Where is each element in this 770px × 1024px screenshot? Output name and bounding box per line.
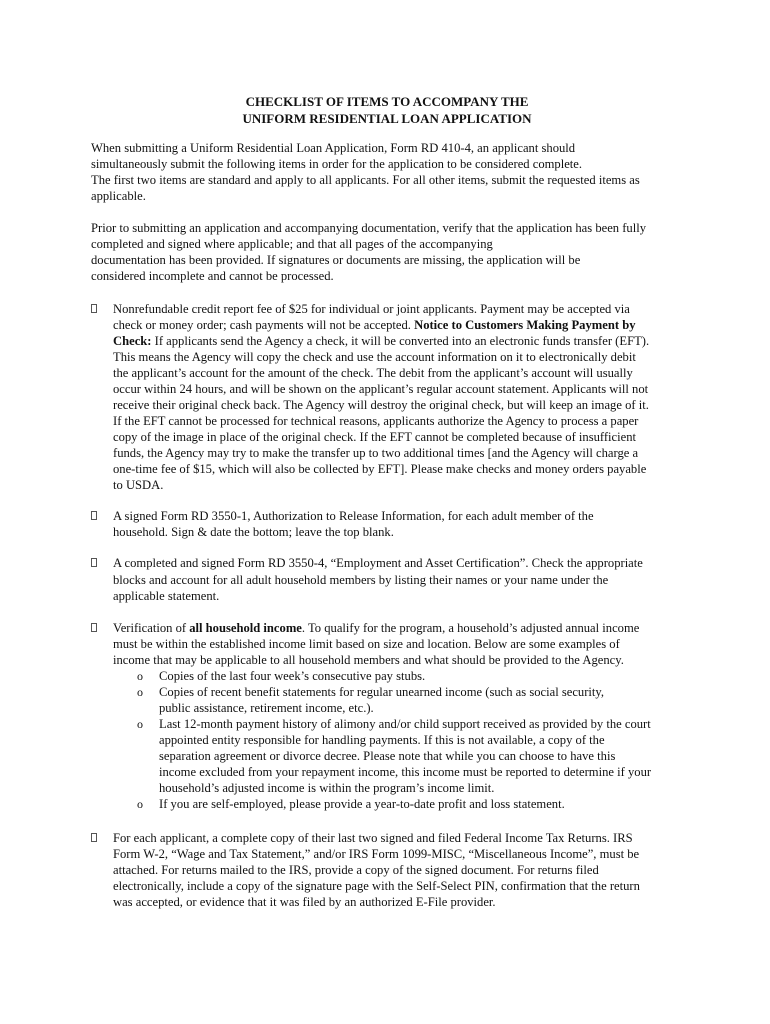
checklist-item-credit-fee: Nonrefundable credit report fee of $25 for individual or joint applicants. Payment may be accepted via check or money order; cash payments will not be accepted. Notice to Customers Making Payment by Check: If applicants send the Agency a check, it will be converted into an electronic funds transfer (EFT). This means the Agency will copy the check and use the account information on it to electronically debit the applicant’s account for the amount of the check. The debit from the applicant’s account will usually occur within 24 hours, and will be shown on the applicant’s regular account statement. Applicants will not receive their original check back. The Agency will destroy the original check, but will keep an image of it. If the EFT cannot be processed for technical reasons, applicants authorize the Agency to process a paper copy of the image in place of the original check. If the EFT cannot be completed because of insufficient funds, the Agency may try to make the transfer up to two additional times [and the Agency will charge a one-time fee of $15, which will also be collected by EFT]. Please make checks and money orders payable to USDA. <box>91 301 683 493</box>
circle-bullet-icon: o <box>137 717 143 731</box>
list-item: o Copies of the last four week’s consecutive pay stubs. <box>137 669 426 683</box>
verification-paragraph: Prior to submitting an application and accompanying documentation, verify that the application has been fully completed and signed where applicable; and that all pages of the accompanying documentation has been provided. If signatures or documents are missing, the application will be considered incomplete and cannot be processed. <box>91 221 647 283</box>
circle-bullet-icon: o <box>137 669 143 683</box>
checklist-item-tax-returns: For each applicant, a complete copy of their last two signed and filed Federal Income Tax Returns. IRS Form W-2, “Wage and Tax Statement,” and/or IRS Form 1099-MISC, “Miscellaneous Income”, must be attached. For returns mailed to the IRS, provide a copy of the signed document. For returns filed electronically, include a copy of the signature page with the Self-Select PIN, confirmation that the return was accepted, or evidence that it was filed by an authorized E-File provider. <box>91 830 683 910</box>
list-item: o Copies of recent benefit statements for regular unearned income (such as social security, public assistance, retirement income, etc.). <box>137 685 605 715</box>
checkbox-icon[interactable] <box>91 833 97 842</box>
document-page <box>91 93 683 925</box>
title-line-2: UNIFORM RESIDENTIAL LOAN APPLICATION <box>242 111 532 126</box>
list-item: o Last 12-month payment history of alimony and/or child support received as provided by the court appointed entity responsible for handling payments. If this is not available, a copy of the separation agreement or divorce decree. Please note that while you can choose to have this income excluded from your repayment income, this income must be reported to determine if your household’s adjusted income is within the program’s income limit. <box>137 717 652 795</box>
page-title <box>91 93 683 127</box>
checkbox-icon[interactable] <box>91 304 97 313</box>
checkbox-icon[interactable] <box>91 511 97 520</box>
checklist-item-release-form: A signed Form RD 3550-1, Authorization to Release Information, for each adult member of the household. Sign & date the bottom; leave the top blank. <box>91 508 683 540</box>
title-line-1: CHECKLIST OF ITEMS TO ACCOMPANY THE <box>245 94 529 109</box>
income-examples-list <box>113 668 683 812</box>
intro-paragraph: When submitting a Uniform Residential Loan Application, Form RD 410-4, an applicant should simultaneously submit the following items in order for the application to be considered complete. The first two items are standard and apply to all applicants. For all other items, submit the requested items as applicable. <box>91 141 640 203</box>
notice-heading: Notice to Customers Making Payment by <box>414 318 636 332</box>
checkbox-icon[interactable] <box>91 623 97 632</box>
check-label: Check: <box>113 334 152 348</box>
list-item: o If you are self-employed, please provide a year-to-date profit and loss statement. <box>137 797 565 811</box>
checklist-item-employment-certification: A completed and signed Form RD 3550-4, “Employment and Asset Certification”. Check the appropriate blocks and account for all adult household members by listing their names or your name under the applicable statement. <box>91 555 683 604</box>
circle-bullet-icon: o <box>137 797 143 811</box>
household-income-emphasis: all household income <box>189 621 302 635</box>
checkbox-icon[interactable] <box>91 558 97 567</box>
checklist-item-household-income: Verification of all household income. To qualify for the program, a household’s adjusted annual income must be within the established income limit based on size and location. Below are some examples of income that may be applicable to all household members and what should be provided to the Agency. o Copies of the last four week’s consecutive pay stubs. o Copies of recent benefit statements for regular unearned income (such as social security, public assistance, retirement income, etc.). o Last 12-month payment history of alimony and/or child support received as provided by the court appointed entity responsible for handling payments. If this is not available, a copy of the separation agreement or divorce decree. Please note that while you can choose to have this income excluded from your repayment income, this income must be reported to determine if your household’s adjusted income is within the program’s income limit. o If you are self-employed, please provide a year-to-date profit and loss statement. <box>91 620 683 812</box>
circle-bullet-icon: o <box>137 685 143 699</box>
